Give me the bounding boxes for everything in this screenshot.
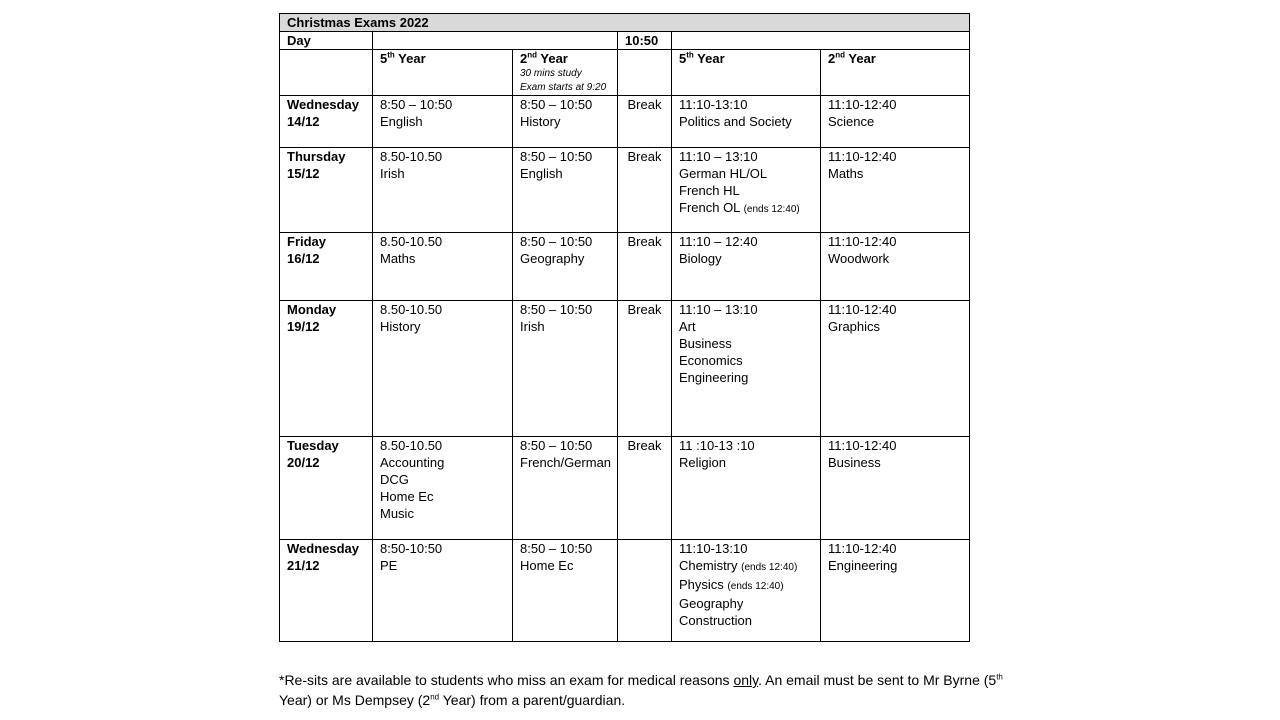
table-row (280, 540, 970, 642)
col-header-2nd-year-2: 2nd Year (821, 50, 970, 96)
day-cell: Friday 16/12 (280, 233, 373, 301)
cell-2nd-am: 8:50 – 10:50 Home Ec (513, 540, 618, 642)
cell-2nd-pm: 11:10-12:40 Woodwork (821, 233, 970, 301)
table-row (280, 148, 970, 233)
cell-2nd-am: 8:50 – 10:50 French/German (513, 437, 618, 540)
day-cell: Wednesday 14/12 (280, 96, 373, 148)
break-cell: Break (618, 96, 672, 148)
table-title: Christmas Exams 2022 (280, 14, 970, 32)
cell-2nd-pm: 11:10-12:40 Science (821, 96, 970, 148)
table-row (280, 301, 970, 437)
cell-2nd-pm: 11:10-12:40 Graphics (821, 301, 970, 437)
table-row (280, 437, 970, 540)
cell-5th-pm: 11:10-13:10 Politics and Society (672, 96, 821, 148)
cell-2nd-pm: 11:10-12:40 Maths (821, 148, 970, 233)
cell-2nd-am: 8:50 – 10:50 English (513, 148, 618, 233)
day-cell: Wednesday 21/12 (280, 540, 373, 642)
col-header-5th-year: 5th Year (373, 50, 513, 96)
day-cell: Tuesday 20/12 (280, 437, 373, 540)
table-row (280, 233, 970, 301)
cell-5th-am: 8.50-10.50 Maths (373, 233, 513, 301)
table-row (280, 96, 970, 148)
col-header-2nd-year: 2nd Year 30 mins study Exam starts at 9:20 (513, 50, 618, 96)
ends-note: (ends 12:40) (727, 581, 784, 592)
break-cell: Break (618, 301, 672, 437)
cell-5th-am: 8.50-10.50 History (373, 301, 513, 437)
day-cell: Monday 19/12 (280, 301, 373, 437)
cell-5th-pm: 11:10-13:10 Chemistry (ends 12:40) Physics (ends 12:40) Geography Construction (672, 540, 821, 642)
cell-2nd-pm: 11:10-12:40 Business (821, 437, 970, 540)
cell-2nd-pm: 11:10-12:40 Engineering (821, 540, 970, 642)
cell-5th-pm: 11:10 – 13:10 German HL/OL French HL French OL (ends 12:40) (672, 148, 821, 233)
cell-5th-pm: 11:10 – 13:10 Art Business Economics Engineering (672, 301, 821, 437)
break-cell: Break (618, 437, 672, 540)
resit-note: *Re-sits are available to students who miss an exam for medical reasons only. An email must be sent to Mr Byrne (5th Year) or Ms Dempsey (2nd Year) from a parent/guardian. (279, 672, 1003, 708)
exam-start-note: Exam starts at 9:20 (520, 82, 607, 93)
break-cell: Break (618, 148, 672, 233)
cell-5th-pm: 11 :10-13 :10 Religion (672, 437, 821, 540)
cell-2nd-am: 8:50 – 10:50 Geography (513, 233, 618, 301)
break-cell (618, 540, 672, 642)
ends-note: (ends 12:40) (743, 204, 800, 215)
cell-5th-pm: 11:10 – 12:40 Biology (672, 233, 821, 301)
cell-5th-am: 8:50-10:50 PE (373, 540, 513, 642)
col-header-5th-year-2: 5th Year (672, 50, 821, 96)
cell-5th-am: 8:50 – 10:50 English (373, 96, 513, 148)
cell-5th-am: 8.50-10.50 Irish (373, 148, 513, 233)
cell-2nd-am: 8:50 – 10:50 Irish (513, 301, 618, 437)
exam-timetable (279, 13, 970, 642)
break-cell: Break (618, 233, 672, 301)
cell-5th-am: 8.50-10.50 Accounting DCG Home Ec Music (373, 437, 513, 540)
day-header: Day (280, 32, 373, 50)
ends-note: (ends 12:40) (741, 562, 798, 573)
day-cell: Thursday 15/12 (280, 148, 373, 233)
cell-2nd-am: 8:50 – 10:50 History (513, 96, 618, 148)
time-header: 10:50 (618, 32, 672, 50)
study-note: 30 mins study (520, 68, 582, 79)
